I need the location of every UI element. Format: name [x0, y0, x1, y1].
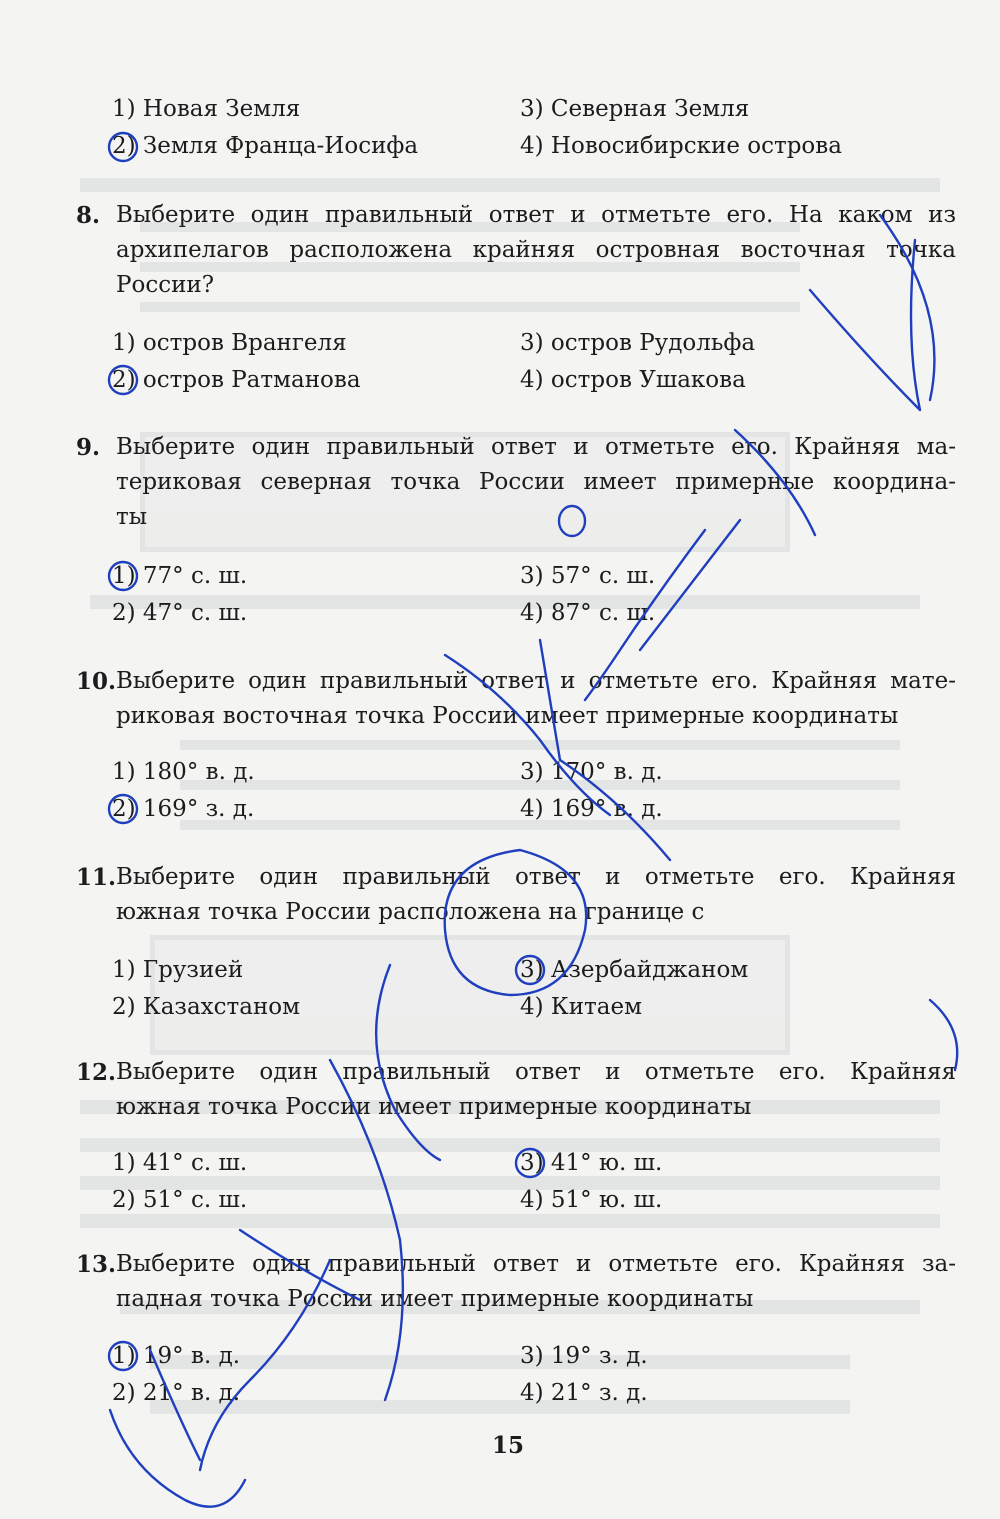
q7-option-4[interactable]: 4) Новосибирские острова — [520, 133, 842, 159]
question-line: Выберите один правильный ответ и отметьте его. Крайняя мате- — [116, 668, 956, 694]
q10-option-2[interactable]: 2) 169° з. д. — [112, 796, 255, 822]
question-number: 12. — [76, 1059, 117, 1086]
q9-option-3[interactable]: 3) 57° с. ш. — [520, 563, 656, 589]
q8-option-4[interactable]: 4) остров Ушакова — [520, 367, 746, 393]
question-number: 13. — [76, 1251, 117, 1278]
question-text — [116, 198, 956, 303]
question-13 — [76, 1247, 956, 1317]
question-line: териковая северная точка России имеет примерные координа- — [116, 469, 956, 495]
q10-option-4[interactable]: 4) 169° в. д. — [520, 796, 663, 822]
q7-option-2[interactable]: 2) Земля Франца-Иосифа — [112, 133, 419, 159]
q12-option-3[interactable]: 3) 41° ю. ш. — [520, 1150, 663, 1176]
q13-option-2[interactable]: 2) 21° в. д. — [112, 1380, 241, 1406]
q11-option-2[interactable]: 2) Казахстаном — [112, 994, 301, 1020]
q11-options — [112, 957, 972, 1021]
q12-option-4[interactable]: 4) 51° ю. ш. — [520, 1187, 663, 1213]
question-number: 9. — [76, 434, 101, 461]
question-12 — [76, 1055, 956, 1125]
q8-options — [112, 330, 972, 394]
q13-options — [112, 1343, 972, 1407]
question-text — [116, 430, 956, 535]
question-11 — [76, 860, 956, 930]
question-line: Выберите один правильный ответ и отметьте его. Крайняя за- — [116, 1251, 956, 1277]
q11-option-4[interactable]: 4) Китаем — [520, 994, 642, 1020]
q12-option-2[interactable]: 2) 51° с. ш. — [112, 1187, 248, 1213]
question-number: 11. — [76, 864, 117, 891]
question-line: Выберите один правильный ответ и отметьте его. Крайняя ма- — [116, 434, 956, 460]
question-8 — [76, 198, 956, 303]
page-number: 15 — [492, 1432, 525, 1459]
q8-option-3[interactable]: 3) остров Рудольфа — [520, 330, 756, 356]
q12-option-1[interactable]: 1) 41° с. ш. — [112, 1150, 248, 1176]
q9-options — [112, 563, 972, 627]
question-line: южная точка России имеет примерные координаты — [116, 1094, 752, 1120]
q7-option-3[interactable]: 3) Северная Земля — [520, 96, 750, 122]
question-9 — [76, 430, 956, 535]
q9-option-4[interactable]: 4) 87° с. ш. — [520, 600, 656, 626]
question-line: Выберите один правильный ответ и отметьте его. Крайняя — [116, 864, 956, 890]
q11-option-1[interactable]: 1) Грузией — [112, 957, 244, 983]
q12-options — [112, 1150, 972, 1214]
q9-option-2[interactable]: 2) 47° с. ш. — [112, 600, 248, 626]
question-text — [116, 860, 956, 930]
question-line: ты — [116, 504, 148, 530]
question-text — [116, 664, 956, 734]
q10-options — [112, 759, 972, 823]
q7-options — [112, 96, 972, 160]
q13-option-3[interactable]: 3) 19° з. д. — [520, 1343, 648, 1369]
question-line: России? — [116, 272, 215, 298]
question-line: Выберите один правильный ответ и отметьте его. Крайняя — [116, 1059, 956, 1085]
q8-option-1[interactable]: 1) остров Врангеля — [112, 330, 347, 356]
q8-option-2[interactable]: 2) остров Ратманова — [112, 367, 361, 393]
q10-option-1[interactable]: 1) 180° в. д. — [112, 759, 255, 785]
q11-option-3[interactable]: 3) Азербайджаном — [520, 957, 749, 983]
q10-option-3[interactable]: 3) 170° в. д. — [520, 759, 663, 785]
question-number: 8. — [76, 202, 101, 229]
question-number: 10. — [76, 668, 117, 695]
question-text — [116, 1247, 956, 1317]
question-line: архипелагов расположена крайняя островная восточная точка — [116, 237, 956, 263]
question-line: падная точка России имеет примерные координаты — [116, 1286, 754, 1312]
question-line: риковая восточная точка России имеет примерные координаты — [116, 703, 899, 729]
q7-option-1[interactable]: 1) Новая Земля — [112, 96, 301, 122]
question-line: Выберите один правильный ответ и отметьте его. На каком из — [116, 202, 956, 228]
question-text — [116, 1055, 956, 1125]
q13-option-4[interactable]: 4) 21° з. д. — [520, 1380, 648, 1406]
q9-option-1[interactable]: 1) 77° с. ш. — [112, 563, 248, 589]
question-10 — [76, 664, 956, 734]
q13-option-1[interactable]: 1) 19° в. д. — [112, 1343, 241, 1369]
question-line: южная точка России расположена на границе с — [116, 899, 705, 925]
